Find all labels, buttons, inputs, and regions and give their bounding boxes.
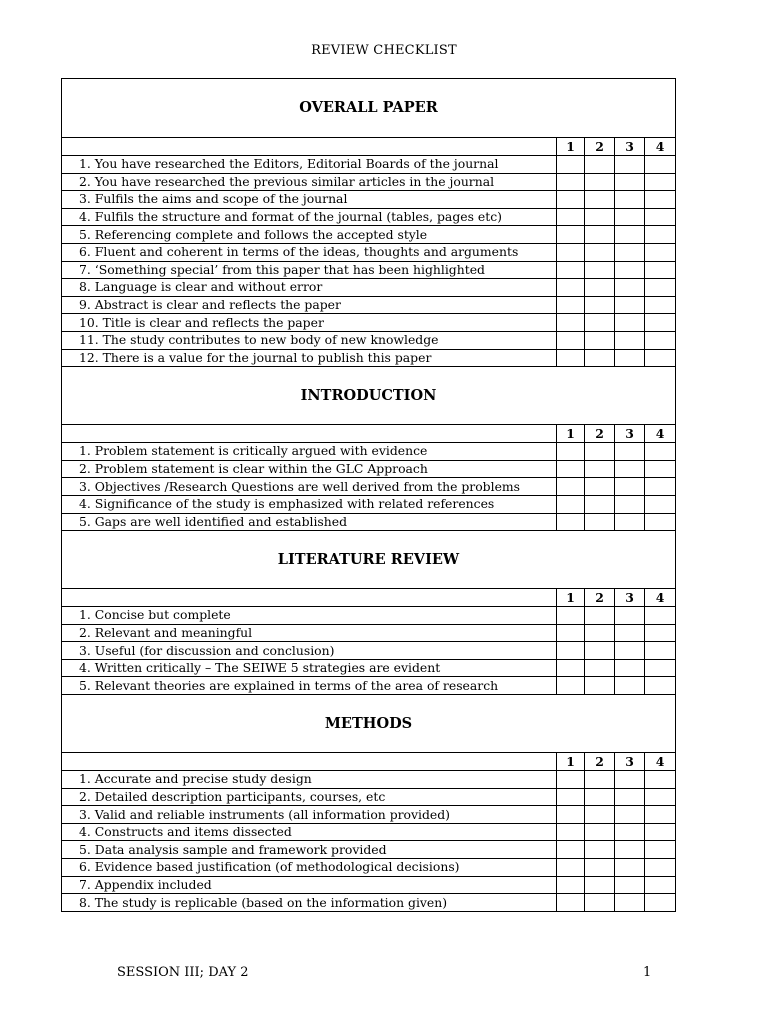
rating-cell[interactable] xyxy=(645,296,676,314)
rating-cell[interactable] xyxy=(557,513,585,531)
rating-cell[interactable] xyxy=(557,495,585,513)
rating-cell[interactable] xyxy=(557,876,585,894)
rating-cell[interactable] xyxy=(615,478,645,496)
rating-cell[interactable] xyxy=(645,607,676,625)
checklist-item-text: 1. Accurate and precise study design xyxy=(62,771,557,789)
rating-scale-label: 3 xyxy=(615,425,645,443)
rating-scale-label: 1 xyxy=(557,138,585,156)
rating-cell[interactable] xyxy=(645,208,676,226)
rating-cell[interactable] xyxy=(557,261,585,279)
rating-cell[interactable] xyxy=(615,876,645,894)
rating-cell[interactable] xyxy=(557,349,585,367)
scale-row-spacer xyxy=(62,425,557,443)
rating-cell[interactable] xyxy=(557,173,585,191)
rating-cell[interactable] xyxy=(585,771,615,789)
rating-cell[interactable] xyxy=(615,314,645,332)
rating-cell[interactable] xyxy=(645,876,676,894)
rating-cell[interactable] xyxy=(557,279,585,297)
rating-cell[interactable] xyxy=(557,314,585,332)
checklist-item-row xyxy=(62,876,676,894)
rating-scale-label: 3 xyxy=(615,138,645,156)
rating-cell[interactable] xyxy=(585,279,615,297)
rating-scale-label: 2 xyxy=(585,753,615,771)
rating-scale-label: 1 xyxy=(557,589,585,607)
checklist-item-row xyxy=(62,279,676,297)
checklist-item-text: 3. Fulfils the aims and scope of the journal xyxy=(62,191,557,209)
checklist-item-text: 8. The study is replicable (based on the information given) xyxy=(62,894,557,912)
rating-scale-label: 1 xyxy=(557,425,585,443)
rating-cell[interactable] xyxy=(585,349,615,367)
checklist-item-text: 3. Valid and reliable instruments (all information provided) xyxy=(62,806,557,824)
rating-cell[interactable] xyxy=(645,894,676,912)
rating-cell[interactable] xyxy=(615,208,645,226)
checklist-item-row xyxy=(62,859,676,877)
rating-cell[interactable] xyxy=(557,208,585,226)
rating-cell[interactable] xyxy=(557,771,585,789)
rating-cell[interactable] xyxy=(585,513,615,531)
rating-scale-label: 2 xyxy=(585,425,615,443)
checklist-item-row xyxy=(62,607,676,625)
rating-cell[interactable] xyxy=(645,243,676,261)
rating-cell[interactable] xyxy=(557,894,585,912)
rating-cell[interactable] xyxy=(615,279,645,297)
section-title: OVERALL PAPER xyxy=(62,79,676,138)
checklist-item-row xyxy=(62,314,676,332)
rating-cell[interactable] xyxy=(615,331,645,349)
checklist-item-row xyxy=(62,443,676,461)
rating-cell[interactable] xyxy=(615,771,645,789)
rating-cell[interactable] xyxy=(557,859,585,877)
scale-row-spacer xyxy=(62,589,557,607)
checklist-item-row xyxy=(62,894,676,912)
rating-cell[interactable] xyxy=(557,788,585,806)
checklist-item-text: 12. There is a value for the journal to publish this paper xyxy=(62,349,557,367)
rating-cell[interactable] xyxy=(645,771,676,789)
checklist-item-row xyxy=(62,226,676,244)
rating-cell[interactable] xyxy=(585,173,615,191)
checklist-item-row xyxy=(62,208,676,226)
rating-cell[interactable] xyxy=(585,478,615,496)
scale-row-spacer xyxy=(62,753,557,771)
review-checklist-table xyxy=(61,78,676,912)
checklist-item-text: 6. Evidence based justification (of methodological decisions) xyxy=(62,859,557,877)
rating-cell[interactable] xyxy=(645,806,676,824)
rating-cell[interactable] xyxy=(585,226,615,244)
rating-cell[interactable] xyxy=(645,191,676,209)
checklist-item-text: 1. Concise but complete xyxy=(62,607,557,625)
rating-cell[interactable] xyxy=(585,443,615,461)
checklist-item-row xyxy=(62,677,676,695)
rating-cell[interactable] xyxy=(645,156,676,174)
rating-cell[interactable] xyxy=(557,443,585,461)
checklist-item-row xyxy=(62,349,676,367)
rating-cell[interactable] xyxy=(557,296,585,314)
checklist-item-row xyxy=(62,191,676,209)
checklist-item-row xyxy=(62,788,676,806)
checklist-item-text: 5. Gaps are well identified and established xyxy=(62,513,557,531)
checklist-item-row xyxy=(62,771,676,789)
checklist-item-text: 2. Relevant and meaningful xyxy=(62,624,557,642)
checklist-item-row xyxy=(62,841,676,859)
checklist-item-row xyxy=(62,823,676,841)
checklist-item-row xyxy=(62,296,676,314)
section-title: INTRODUCTION xyxy=(62,367,676,425)
rating-cell[interactable] xyxy=(615,513,645,531)
rating-cell[interactable] xyxy=(615,659,645,677)
footer-page-number: 1 xyxy=(643,965,652,980)
rating-cell[interactable] xyxy=(615,261,645,279)
checklist-item-row xyxy=(62,478,676,496)
rating-cell[interactable] xyxy=(645,659,676,677)
checklist-item-text: 4. Significance of the study is emphasized with related references xyxy=(62,495,557,513)
rating-cell[interactable] xyxy=(585,191,615,209)
section-heading-row xyxy=(62,531,676,589)
rating-cell[interactable] xyxy=(615,823,645,841)
rating-cell[interactable] xyxy=(645,677,676,695)
rating-cell[interactable] xyxy=(557,243,585,261)
checklist-item-text: 9. Abstract is clear and reflects the paper xyxy=(62,296,557,314)
checklist-item-row xyxy=(62,460,676,478)
rating-cell[interactable] xyxy=(645,495,676,513)
checklist-item-text: 2. You have researched the previous similar articles in the journal xyxy=(62,173,557,191)
rating-scale-label: 3 xyxy=(615,753,645,771)
rating-scale-label: 2 xyxy=(585,589,615,607)
rating-cell[interactable] xyxy=(585,296,615,314)
rating-cell[interactable] xyxy=(557,823,585,841)
checklist-item-text: 5. Relevant theories are explained in terms of the area of research xyxy=(62,677,557,695)
rating-cell[interactable] xyxy=(645,841,676,859)
section-title: LITERATURE REVIEW xyxy=(62,531,676,589)
rating-cell[interactable] xyxy=(585,156,615,174)
rating-scale-label: 4 xyxy=(645,753,676,771)
rating-scale-row xyxy=(62,138,676,156)
rating-cell[interactable] xyxy=(615,349,645,367)
checklist-item-text: 4. Written critically – The SEIWE 5 strategies are evident xyxy=(62,659,557,677)
rating-cell[interactable] xyxy=(585,243,615,261)
checklist-item-row xyxy=(62,156,676,174)
rating-cell[interactable] xyxy=(615,788,645,806)
section-title: METHODS xyxy=(62,695,676,753)
rating-cell[interactable] xyxy=(557,659,585,677)
rating-scale-label: 2 xyxy=(585,138,615,156)
rating-cell[interactable] xyxy=(645,642,676,660)
rating-cell[interactable] xyxy=(557,642,585,660)
rating-cell[interactable] xyxy=(615,173,645,191)
rating-scale-label: 4 xyxy=(645,589,676,607)
rating-cell[interactable] xyxy=(585,331,615,349)
checklist-item-text: 7. Appendix included xyxy=(62,876,557,894)
rating-cell[interactable] xyxy=(557,624,585,642)
rating-scale-row xyxy=(62,753,676,771)
rating-cell[interactable] xyxy=(615,894,645,912)
checklist-item-text: 1. You have researched the Editors, Editorial Boards of the journal xyxy=(62,156,557,174)
rating-cell[interactable] xyxy=(645,331,676,349)
checklist-item-row xyxy=(62,642,676,660)
rating-cell[interactable] xyxy=(557,460,585,478)
rating-cell[interactable] xyxy=(585,806,615,824)
rating-cell[interactable] xyxy=(585,607,615,625)
rating-cell[interactable] xyxy=(557,191,585,209)
checklist-item-text: 1. Problem statement is critically argued with evidence xyxy=(62,443,557,461)
rating-cell[interactable] xyxy=(585,460,615,478)
rating-cell[interactable] xyxy=(645,823,676,841)
checklist-item-text: 5. Data analysis sample and framework provided xyxy=(62,841,557,859)
rating-cell[interactable] xyxy=(557,841,585,859)
checklist-item-row xyxy=(62,331,676,349)
rating-cell[interactable] xyxy=(585,823,615,841)
section-heading-row xyxy=(62,367,676,425)
rating-cell[interactable] xyxy=(615,806,645,824)
rating-cell[interactable] xyxy=(645,349,676,367)
rating-cell[interactable] xyxy=(645,226,676,244)
checklist-item-text: 2. Problem statement is clear within the GLC Approach xyxy=(62,460,557,478)
checklist-item-text: 2. Detailed description participants, courses, etc xyxy=(62,788,557,806)
checklist-item-text: 4. Constructs and items dissected xyxy=(62,823,557,841)
rating-cell[interactable] xyxy=(585,859,615,877)
rating-cell[interactable] xyxy=(585,624,615,642)
rating-cell[interactable] xyxy=(645,788,676,806)
page-title: REVIEW CHECKLIST xyxy=(311,43,457,58)
rating-cell[interactable] xyxy=(645,478,676,496)
checklist-item-text: 8. Language is clear and without error xyxy=(62,279,557,297)
footer-session: SESSION III; DAY 2 xyxy=(117,965,249,980)
rating-cell[interactable] xyxy=(615,243,645,261)
rating-cell[interactable] xyxy=(585,677,615,695)
checklist-item-text: 5. Referencing complete and follows the accepted style xyxy=(62,226,557,244)
rating-cell[interactable] xyxy=(585,642,615,660)
rating-cell[interactable] xyxy=(645,513,676,531)
rating-cell[interactable] xyxy=(615,677,645,695)
rating-scale-label: 3 xyxy=(615,589,645,607)
rating-cell[interactable] xyxy=(615,607,645,625)
rating-cell[interactable] xyxy=(645,443,676,461)
rating-scale-row xyxy=(62,589,676,607)
rating-cell[interactable] xyxy=(557,478,585,496)
checklist-item-row xyxy=(62,261,676,279)
rating-cell[interactable] xyxy=(557,677,585,695)
rating-scale-row xyxy=(62,425,676,443)
checklist-item-text: 6. Fluent and coherent in terms of the ideas, thoughts and arguments xyxy=(62,243,557,261)
rating-cell[interactable] xyxy=(557,156,585,174)
rating-cell[interactable] xyxy=(585,314,615,332)
rating-cell[interactable] xyxy=(557,607,585,625)
rating-cell[interactable] xyxy=(645,859,676,877)
checklist-item-text: 3. Useful (for discussion and conclusion) xyxy=(62,642,557,660)
checklist-item-row xyxy=(62,806,676,824)
rating-scale-label: 1 xyxy=(557,753,585,771)
rating-cell[interactable] xyxy=(585,788,615,806)
rating-cell[interactable] xyxy=(615,443,645,461)
rating-scale-label: 4 xyxy=(645,425,676,443)
checklist-item-row xyxy=(62,173,676,191)
rating-cell[interactable] xyxy=(645,279,676,297)
rating-cell[interactable] xyxy=(585,841,615,859)
rating-cell[interactable] xyxy=(585,876,615,894)
rating-cell[interactable] xyxy=(645,624,676,642)
checklist-item-row xyxy=(62,243,676,261)
checklist-item-text: 3. Objectives /Research Questions are well derived from the problems xyxy=(62,478,557,496)
rating-cell[interactable] xyxy=(615,460,645,478)
rating-cell[interactable] xyxy=(557,806,585,824)
section-heading-row xyxy=(62,695,676,753)
rating-cell[interactable] xyxy=(645,261,676,279)
rating-cell[interactable] xyxy=(615,841,645,859)
rating-cell[interactable] xyxy=(585,894,615,912)
section-heading-row xyxy=(62,79,676,138)
checklist-item-row xyxy=(62,624,676,642)
rating-cell[interactable] xyxy=(615,624,645,642)
rating-cell[interactable] xyxy=(615,859,645,877)
rating-cell[interactable] xyxy=(615,642,645,660)
scale-row-spacer xyxy=(62,138,557,156)
checklist-item-row xyxy=(62,495,676,513)
rating-cell[interactable] xyxy=(585,495,615,513)
checklist-item-text: 7. ‘Something special’ from this paper that has been highlighted xyxy=(62,261,557,279)
rating-cell[interactable] xyxy=(615,226,645,244)
checklist-item-text: 11. The study contributes to new body of new knowledge xyxy=(62,331,557,349)
rating-cell[interactable] xyxy=(557,331,585,349)
rating-cell[interactable] xyxy=(645,460,676,478)
rating-cell[interactable] xyxy=(645,314,676,332)
checklist-item-text: 10. Title is clear and reflects the paper xyxy=(62,314,557,332)
rating-cell[interactable] xyxy=(585,659,615,677)
rating-cell[interactable] xyxy=(615,191,645,209)
rating-scale-label: 4 xyxy=(645,138,676,156)
rating-cell[interactable] xyxy=(585,261,615,279)
checklist-item-row xyxy=(62,659,676,677)
rating-cell[interactable] xyxy=(557,226,585,244)
checklist-item-text: 4. Fulfils the structure and format of the journal (tables, pages etc) xyxy=(62,208,557,226)
rating-cell[interactable] xyxy=(615,156,645,174)
rating-cell[interactable] xyxy=(615,495,645,513)
checklist-item-row xyxy=(62,513,676,531)
rating-cell[interactable] xyxy=(645,173,676,191)
rating-cell[interactable] xyxy=(585,208,615,226)
rating-cell[interactable] xyxy=(615,296,645,314)
